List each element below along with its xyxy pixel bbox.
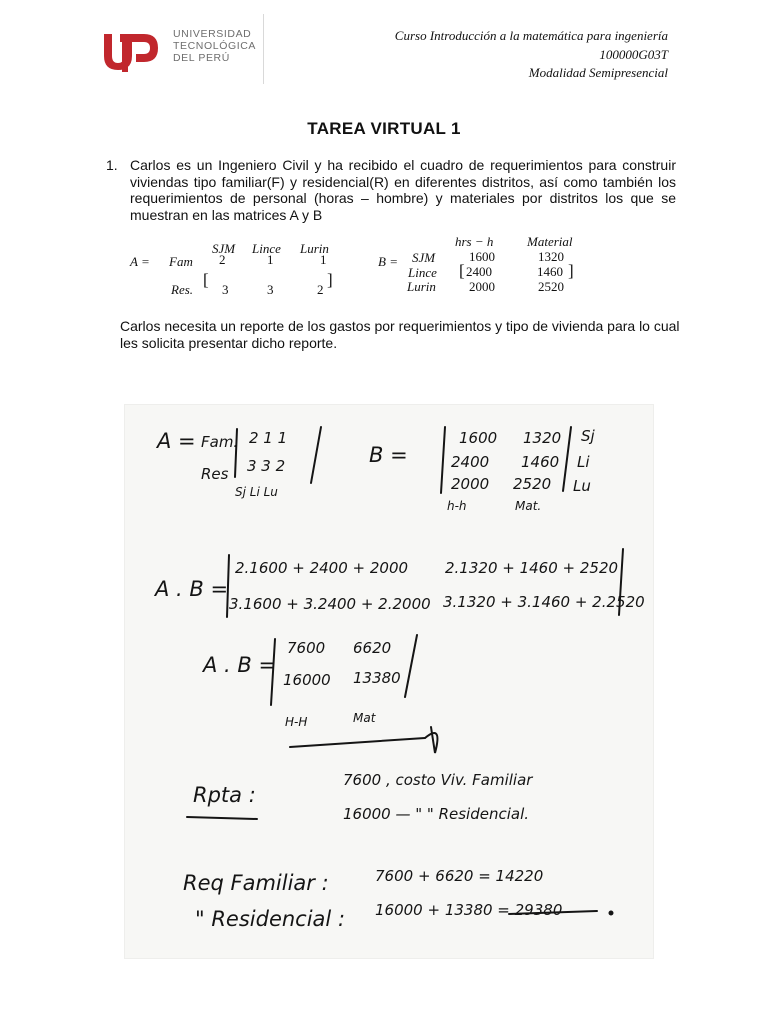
hw-a-row-label: Fam. xyxy=(201,433,239,451)
hw-ab-expr: 3.1600 + 3.2400 + 2.2000 xyxy=(229,595,431,613)
course-modality: Modalidad Semipresencial xyxy=(528,65,668,80)
course-name: Curso Introducción a la matemática para ingeniería xyxy=(394,28,668,43)
logo-text-line2: TECNOLÓGICA xyxy=(173,40,257,52)
matrix-b-row-label: Lince xyxy=(408,265,437,280)
hw-ab-result-cell: 16000 xyxy=(283,671,331,689)
matrix-a-cell: 1 xyxy=(267,252,274,267)
question-text: Carlos es un Ingeniero Civil y ha recibido el cuadro de requerimientos para construir viviendas tipo familiar(F) y residencial(R) en diferentes distritos, así como también los requerimientos de personal (horas – hombre) y materiales por distritos los que se muestran en las matrices A y B xyxy=(130,157,676,223)
question-number: 1. xyxy=(106,157,118,173)
hw-a-col-labels: Sj Li Lu xyxy=(235,485,278,499)
matrix-b-label: B = xyxy=(378,254,398,269)
hw-req-familiar-expr: 7600 + 6620 = 14220 xyxy=(375,867,544,885)
hw-b-cell: 1320 xyxy=(523,429,562,447)
matrix-b-cell: 2000 xyxy=(469,279,495,294)
hw-ab-label: A . B = xyxy=(155,577,229,601)
logo-text-line1: UNIVERSIDAD xyxy=(173,28,252,40)
hw-a-label: A = xyxy=(157,429,196,453)
logo-text-line3: DEL PERÚ xyxy=(173,52,230,64)
hw-req-residencial-label: " Residencial : xyxy=(195,907,346,931)
matrix-a-cell: 3 xyxy=(222,282,229,297)
hw-ab-col-label: Mat xyxy=(353,711,376,725)
matrix-a-col-header: Lince xyxy=(252,241,281,256)
logo-divider xyxy=(263,14,264,84)
matrix-a-cell: 1 xyxy=(320,252,327,267)
hw-b-cell: 1460 xyxy=(521,453,560,471)
hw-ab-expr: 3.1320 + 3.1460 + 2.2520 xyxy=(443,593,645,611)
hw-b-row-label: Sj xyxy=(581,427,595,445)
request-paragraph: Carlos necesita un reporte de los gastos por requerimientos y tipo de vivienda para lo cual les solicita presentar dicho reporte. xyxy=(120,318,680,351)
matrix-a-cell: 2 xyxy=(317,282,324,297)
matrix-b-cell: 2520 xyxy=(538,279,564,294)
hw-rpta-line1: 7600 , costo Viv. Familiar xyxy=(343,771,533,789)
hw-b-row-label: Lu xyxy=(573,477,591,495)
hw-ab-expr: 2.1320 + 1460 + 2520 xyxy=(445,559,619,577)
matrix-b-row-label: SJM xyxy=(412,250,436,265)
matrix-a-cell: 2 xyxy=(219,252,226,267)
matrix-b-row-label: Lurin xyxy=(407,279,436,294)
hw-ab-result-cell: 13380 xyxy=(353,669,401,687)
hw-b-row-label: Li xyxy=(577,453,590,471)
matrix-b-cell: 1600 xyxy=(469,249,495,264)
matrix-a-cell: 3 xyxy=(267,282,274,297)
page-title: TAREA VIRTUAL 1 xyxy=(307,119,461,138)
matrix-b-bracket-right: ] xyxy=(568,261,574,280)
hw-ab-result-cell: 6620 xyxy=(353,639,392,657)
hw-ab-col-label: H-H xyxy=(285,715,308,729)
hw-ab-result-cell: 7600 xyxy=(287,639,326,657)
hw-b-cell: 2400 xyxy=(451,453,490,471)
hw-req-familiar-label: Req Familiar : xyxy=(183,871,329,895)
handwritten-solution-photo xyxy=(124,404,654,959)
matrix-a-bracket-left: [ xyxy=(203,270,209,289)
matrix-b-cell: 1320 xyxy=(538,249,564,264)
hw-ab-expr: 2.1600 + 2400 + 2000 xyxy=(235,559,409,577)
hw-a-row-values: 2 1 1 xyxy=(249,429,288,447)
matrix-a-col-header: SJM xyxy=(212,241,236,256)
matrix-b-col-header: Material xyxy=(527,234,573,249)
matrix-b-cell: 2400 xyxy=(466,264,492,279)
hw-ab2-label: A . B = xyxy=(203,653,277,677)
matrix-a-col-header: Lurin xyxy=(300,241,329,256)
hw-b-cell: 2520 xyxy=(513,475,552,493)
matrix-a-bracket-right: ] xyxy=(327,270,333,289)
hw-a-row-label: Res xyxy=(201,465,229,483)
matrix-b-col-header: hrs − h xyxy=(455,234,494,249)
matrix-a-row-label: Fam xyxy=(169,254,193,269)
matrix-b-bracket-left: [ xyxy=(459,261,465,280)
matrix-b-cell: 1460 xyxy=(537,264,563,279)
course-code: 100000G03T xyxy=(599,47,668,62)
hw-b-cell: 1600 xyxy=(459,429,498,447)
hw-a-row-values: 3 3 2 xyxy=(247,457,286,475)
hw-rpta-line2: 16000 — " " Residencial. xyxy=(343,805,530,823)
utp-logo xyxy=(100,28,160,76)
matrix-a-label: A = xyxy=(130,254,150,269)
hw-b-col-label: Mat. xyxy=(515,499,542,513)
hw-b-label: B = xyxy=(369,443,408,467)
hw-rpta-label: Rpta : xyxy=(193,783,256,807)
matrix-a-row-label: Res. xyxy=(171,282,194,297)
hw-b-col-label: h-h xyxy=(447,499,467,513)
hw-b-cell: 2000 xyxy=(451,475,490,493)
hw-req-residencial-expr: 16000 + 13380 = 29380 xyxy=(375,901,563,919)
